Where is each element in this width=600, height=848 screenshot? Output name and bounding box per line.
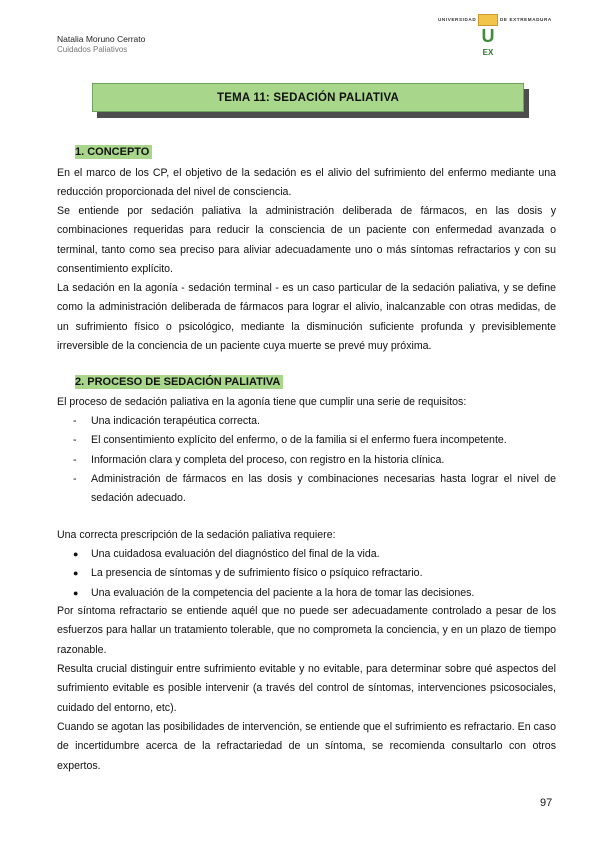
dash-marker: - [73,472,77,485]
paragraph-definicion: Se entiende por sedación paliativa la administración deliberada de fármacos, en las dosis y combinaciones requeridas para reducir la consciencia de un paciente con enfermedad avanzada o terminal, tanto como sea preciso para aliviar adecuadamente uno o más síntomas refractarios y con su consentimiento explícito. [57,205,556,275]
bullet-icon: ● [73,549,79,559]
list-item [57,431,556,450]
list-item [57,584,556,603]
paragraph-requisitos-intro: El proceso de sedación paliativa en la agonía tiene que cumplir una serie de requisitos: [57,396,467,408]
list-item [57,470,556,509]
paragraph-sedacion-agonia: La sedación en la agonía - sedación terminal - es un caso particular de la sedación paliativa, y se define como la administración deliberada de fármacos para lograr el alivio, inalcanzable con otras medidas, de un sufrimiento físico o psicológico, mediante la disminución suficiente profunda y previsiblemente irreversible de la conciencia de un paciente cuya muerte se prevé muy próxima. [57,282,556,352]
paragraph-sintoma-refractario: Por síntoma refractario se entiende aquél que no puede ser adecuadamente controlado a pesar de los esfuerzos para hallar un tratamiento tolerable, que no comprometa la conciencia, y en un plazo de tiempo razonable. [57,605,556,656]
list-item [57,451,556,470]
logo-abbr: EX [482,48,494,57]
paragraph-sufrimiento-evitable: Resulta crucial distinguir entre sufrimiento evitable y no evitable, para determinar sobre qué aspectos del sufrimiento evitable es posible intervenir (a través del control de síntomas, intervenciones psicosociales, cuidado del entorno, etc). [57,663,556,714]
university-logo [438,14,552,64]
list-item [57,412,556,431]
page-title: TEMA 11: SEDACIÓN PALIATIVA [92,83,524,112]
header-course: Cuidados Paliativos [57,45,128,54]
logo-crest-icon [478,14,498,26]
paragraph-prescripcion-intro: Una correcta prescripción de la sedación paliativa requiere: [57,529,336,541]
prescripcion-list [57,545,556,603]
logo-letter: U [481,26,495,46]
logo-left-text: UNIVERSIDAD [438,17,477,22]
bullet-icon: ● [73,587,79,598]
list-item-text: La presencia de síntomas y de sufrimiento físico o psíquico refractario. [91,567,423,580]
requisitos-list [57,412,556,508]
logo-right-text: DE EXTREMADURA [500,17,552,22]
dash-marker: - [73,453,77,466]
list-item-text: Una evaluación de la competencia del paciente a la hora de tomar las decisiones. [91,586,475,599]
list-item [57,545,556,564]
paragraph-objetivo: En el marco de los CP, el objetivo de la sedación es el alivio del sufrimiento del enfermo mediante una reducción proporcionada del nivel de consciencia. [57,167,556,199]
section-heading-concepto: 1. CONCEPTO [75,145,152,159]
paragraph-agotan-posibilidades: Cuando se agotan las posibilidades de intervención, se entiende que el sufrimiento es refractario. En caso de incertidumbre acerca de la refractariedad de un síntoma, se recomienda consultarlo con otros expertos. [57,721,556,772]
list-item-text: Una cuidadosa evaluación del diagnóstico del final de la vida. [91,548,380,560]
section-heading-proceso: 2. PROCESO DE SEDACIÓN PALIATIVA [75,375,283,389]
list-item [57,564,556,583]
header-author: Natalia Moruno Cerrato [57,34,146,44]
list-item-text: Administración de fármacos en las dosis y combinaciones necesarias hasta lograr el nivel de sedación adecuado. [91,472,556,505]
list-item-text: El consentimiento explícito del enfermo, o de la familia si el enfermo fuera incompetente. [91,434,507,447]
list-item-text: Una indicación terapéutica correcta. [91,415,261,427]
dash-marker: - [73,434,77,447]
page-number: 97 [540,797,553,809]
dash-marker: - [73,415,77,427]
bullet-icon: ● [73,568,79,579]
list-item-text: Información clara y completa del proceso, con registro en la historia clínica. [91,453,445,466]
